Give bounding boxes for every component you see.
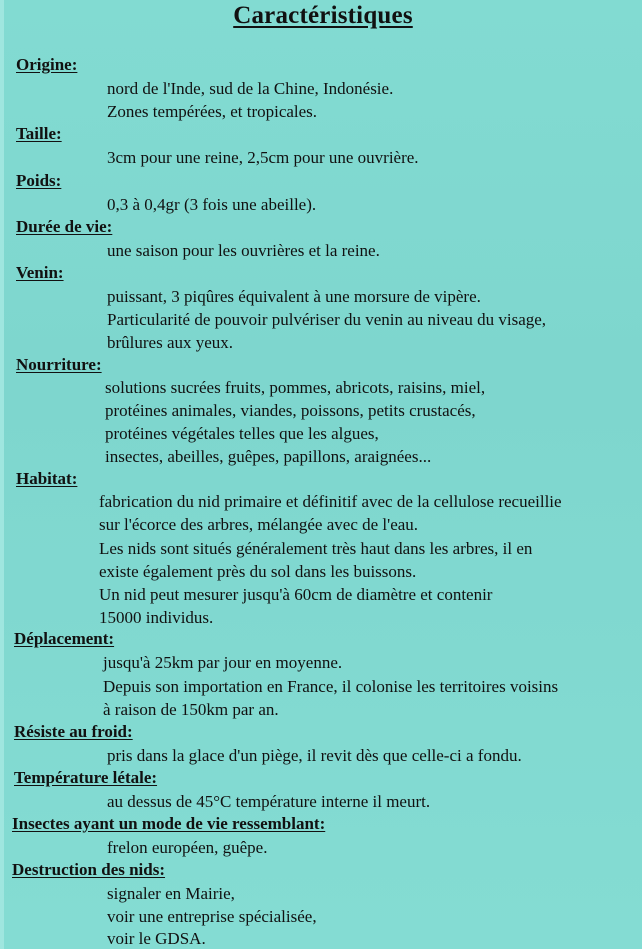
deplacement-line-2: Depuis son importation en France, il colonise les territoires voisins xyxy=(103,677,559,696)
heading-deplacement: Déplacement: xyxy=(14,629,115,648)
nourriture-line-2: protéines animales, viandes, poissons, petits crustacés, xyxy=(105,401,476,420)
temperature-line-1: au dessus de 45°C température interne il meurt. xyxy=(107,792,431,811)
habitat-line-6: 15000 individus. xyxy=(99,608,214,627)
froid-line-1: pris dans la glace d'un piège, il revit dès que celle-ci a fondu. xyxy=(107,746,522,765)
poids-line-1: 0,3 à 0,4gr (3 fois une abeille). xyxy=(107,195,317,214)
origine-line-1: nord de l'Inde, sud de la Chine, Indonésie. xyxy=(107,79,394,98)
habitat-line-5: Un nid peut mesurer jusqu'à 60cm de diamètre et contenir xyxy=(99,585,493,604)
destruction-line-1: signaler en Mairie, xyxy=(107,884,235,903)
heading-poids: Poids: xyxy=(16,171,62,190)
venin-line-2: Particularité de pouvoir pulvériser du venin au niveau du visage, xyxy=(107,310,547,329)
nourriture-line-4: insectes, abeilles, guêpes, papillons, araignées... xyxy=(105,447,432,466)
deplacement-line-1: jusqu'à 25km par jour en moyenne. xyxy=(103,653,343,672)
insectes-line-1: frelon européen, guêpe. xyxy=(107,838,268,857)
habitat-line-4: existe également près du sol dans les buissons. xyxy=(99,562,417,581)
page-title: Caractéristiques xyxy=(233,2,413,29)
deplacement-line-3: à raison de 150km par an. xyxy=(103,700,279,719)
heading-temperature-letale: Température létale: xyxy=(14,768,158,787)
heading-destruction-des-nids: Destruction des nids: xyxy=(12,860,166,879)
nourriture-line-1: solutions sucrées fruits, pommes, abricots, raisins, miel, xyxy=(105,378,486,397)
venin-line-3: brûlures aux yeux. xyxy=(107,333,234,352)
destruction-line-3: voir le GDSA. xyxy=(107,929,206,948)
heading-habitat: Habitat: xyxy=(16,469,78,488)
habitat-line-2: sur l'écorce des arbres, mélangée avec de l'eau. xyxy=(99,515,419,534)
heading-nourriture: Nourriture: xyxy=(16,355,102,374)
heading-insectes-ressemblant: Insectes ayant un mode de vie ressemblant: xyxy=(12,814,326,833)
nourriture-line-3: protéines végétales telles que les algues, xyxy=(105,424,379,443)
heading-venin: Venin: xyxy=(16,263,64,282)
origine-line-2: Zones tempérées, et tropicales. xyxy=(107,102,318,121)
taille-line-1: 3cm pour une reine, 2,5cm pour une ouvrière. xyxy=(107,148,419,167)
habitat-line-3: Les nids sont situés généralement très haut dans les arbres, il en xyxy=(99,539,533,558)
heading-resiste-au-froid: Résiste au froid: xyxy=(14,722,133,741)
heading-taille: Taille: xyxy=(16,124,62,143)
venin-line-1: puissant, 3 piqûres équivalent à une morsure de vipère. xyxy=(107,287,481,306)
destruction-line-2: voir une entreprise spécialisée, xyxy=(107,907,317,926)
habitat-line-1: fabrication du nid primaire et définitif avec de la cellulose recueillie xyxy=(99,492,562,511)
heading-origine: Origine: xyxy=(16,55,78,74)
duree-line-1: une saison pour les ouvrières et la reine. xyxy=(107,241,380,260)
heading-duree-de-vie: Durée de vie: xyxy=(16,217,113,236)
